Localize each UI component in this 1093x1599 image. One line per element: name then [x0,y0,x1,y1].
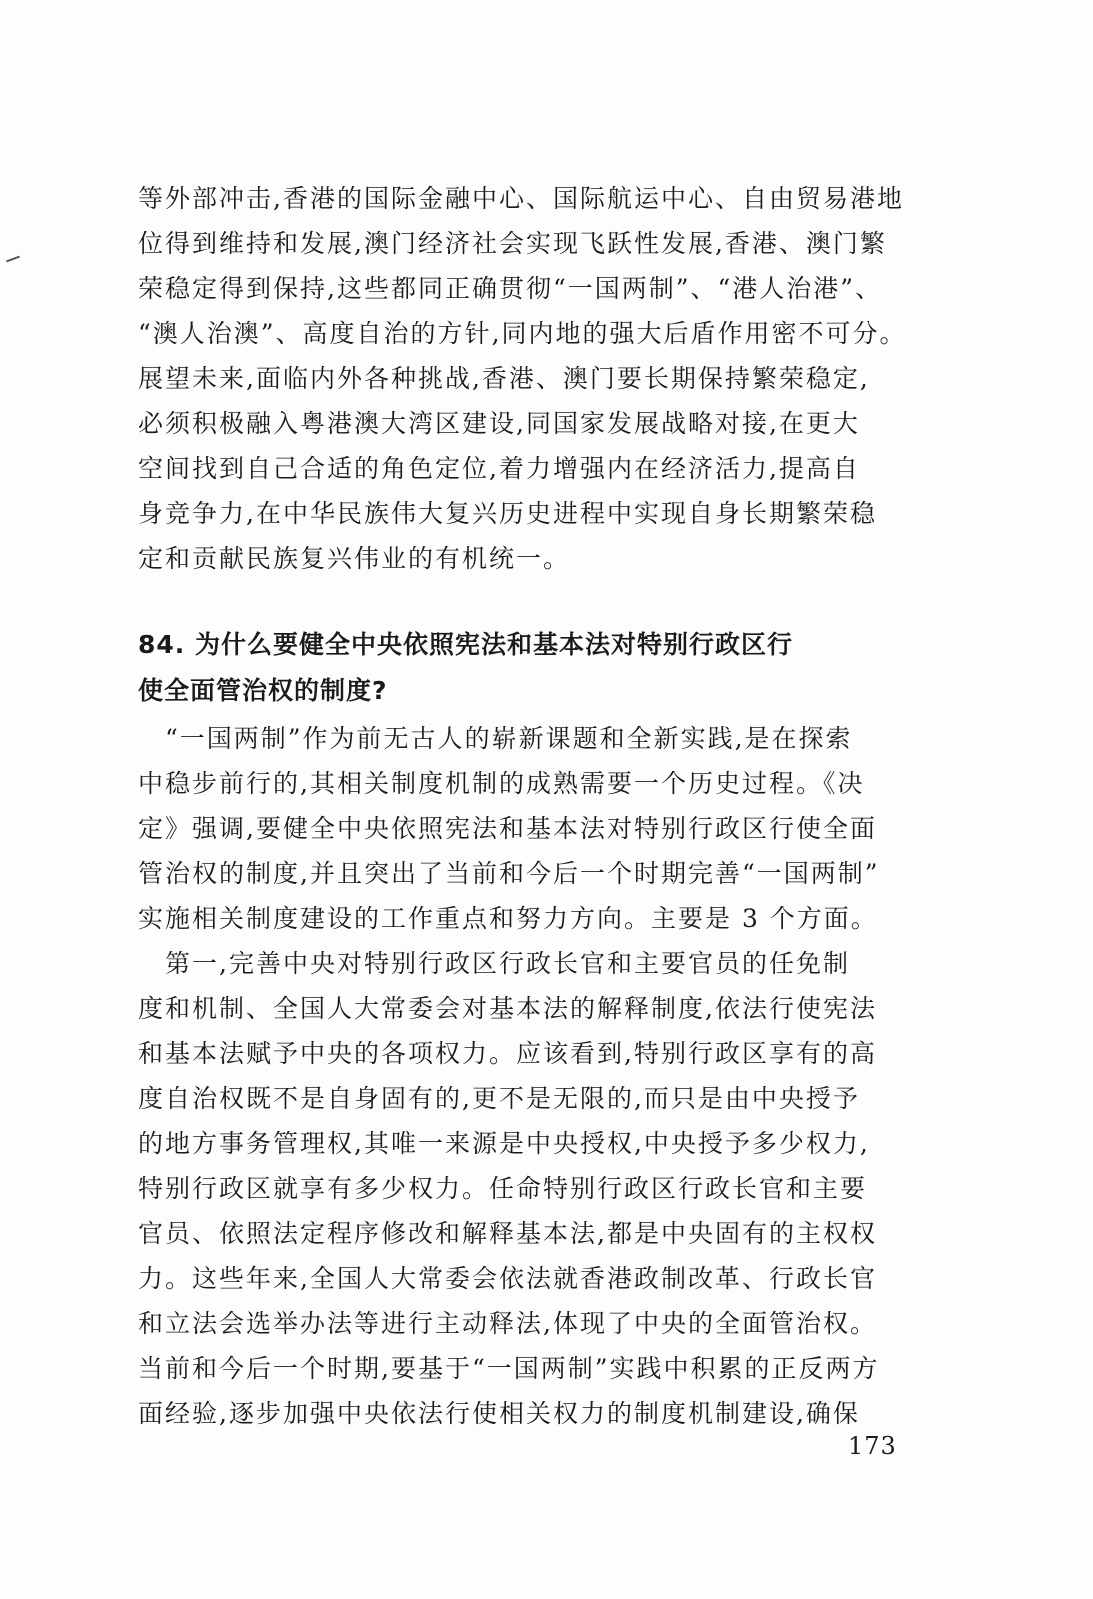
text-line: 第一,完善中央对特别行政区行政长官和主要官员的任免制 [138,949,850,978]
text-line: 位得到维持和发展,澳门经济社会实现飞跃性发展,香港、澳门繁 [138,229,887,258]
text-line: 和立法会选举办法等进行主动释法,体现了中央的全面管治权。 [138,1309,877,1338]
text-line: 管治权的制度,并且突出了当前和今后一个时期完善“一国两制” [138,859,880,888]
paragraph-continuation [138,176,918,581]
text-line: 面经验,逐步加强中央依法行使相关权力的制度机制建设,确保 [138,1399,860,1428]
heading-line: 使全面管治权的制度? [138,676,388,705]
text-line: 中稳步前行的,其相关制度机制的成熟需要一个历史过程。《决 [138,769,865,798]
text-line: 度和机制、全国人大常委会对基本法的解释制度,依法行使宪法 [138,994,877,1023]
text-line: 官员、依照法定程序修改和解释基本法,都是中央固有的主权权 [138,1219,877,1248]
text-line: “澳人治澳”、高度自治的方针,同内地的强大后盾作用密不可分。 [138,319,907,348]
heading-line: 84. 为什么要健全中央依照宪法和基本法对特别行政区行 [138,630,793,659]
page-number: 173 [848,1432,897,1460]
section-body [138,716,918,1436]
text-line: 等外部冲击,香港的国际金融中心、国际航运中心、自由贸易港地 [138,184,904,213]
text-line: 必须积极融入粤港澳大湾区建设,同国家发展战略对接,在更大 [138,409,860,438]
text-line: 展望未来,面临内外各种挑战,香港、澳门要长期保持繁荣稳定, [138,364,870,393]
text-line: 定》强调,要健全中央依照宪法和基本法对特别行政区行使全面 [138,814,877,843]
text-line: 力。这些年来,全国人大常委会依法就香港政制改革、行政长官 [138,1264,877,1293]
text-line: 和基本法赋予中央的各项权力。应该看到,特别行政区享有的高 [138,1039,877,1068]
text-line: 身竞争力,在中华民族伟大复兴历史进程中实现自身长期繁荣稳 [138,499,877,528]
section-heading [138,622,928,714]
text-line: 实施相关制度建设的工作重点和努力方向。主要是 3 个方面。 [138,904,878,933]
text-line: 当前和今后一个时期,要基于“一国两制”实践中积累的正反两方 [138,1354,880,1383]
text-line: “一国两制”作为前无古人的崭新课题和全新实践,是在探索 [138,724,853,753]
text-line: 定和贡献民族复兴伟业的有机统一。 [138,544,571,573]
text-line: 荣稳定得到保持,这些都同正确贯彻“一国两制”、“港人治港”、 [138,274,883,303]
text-line: 特别行政区就享有多少权力。任命特别行政区行政长官和主要 [138,1174,868,1203]
text-line: 度自治权既不是自身固有的,更不是无限的,而只是由中央授予 [138,1084,860,1113]
text-line: 的地方事务管理权,其唯一来源是中央授权,中央授予多少权力, [138,1129,870,1158]
scan-artifact [6,256,20,263]
text-line: 空间找到自己合适的角色定位,着力增强内在经济活力,提高自 [138,454,860,483]
